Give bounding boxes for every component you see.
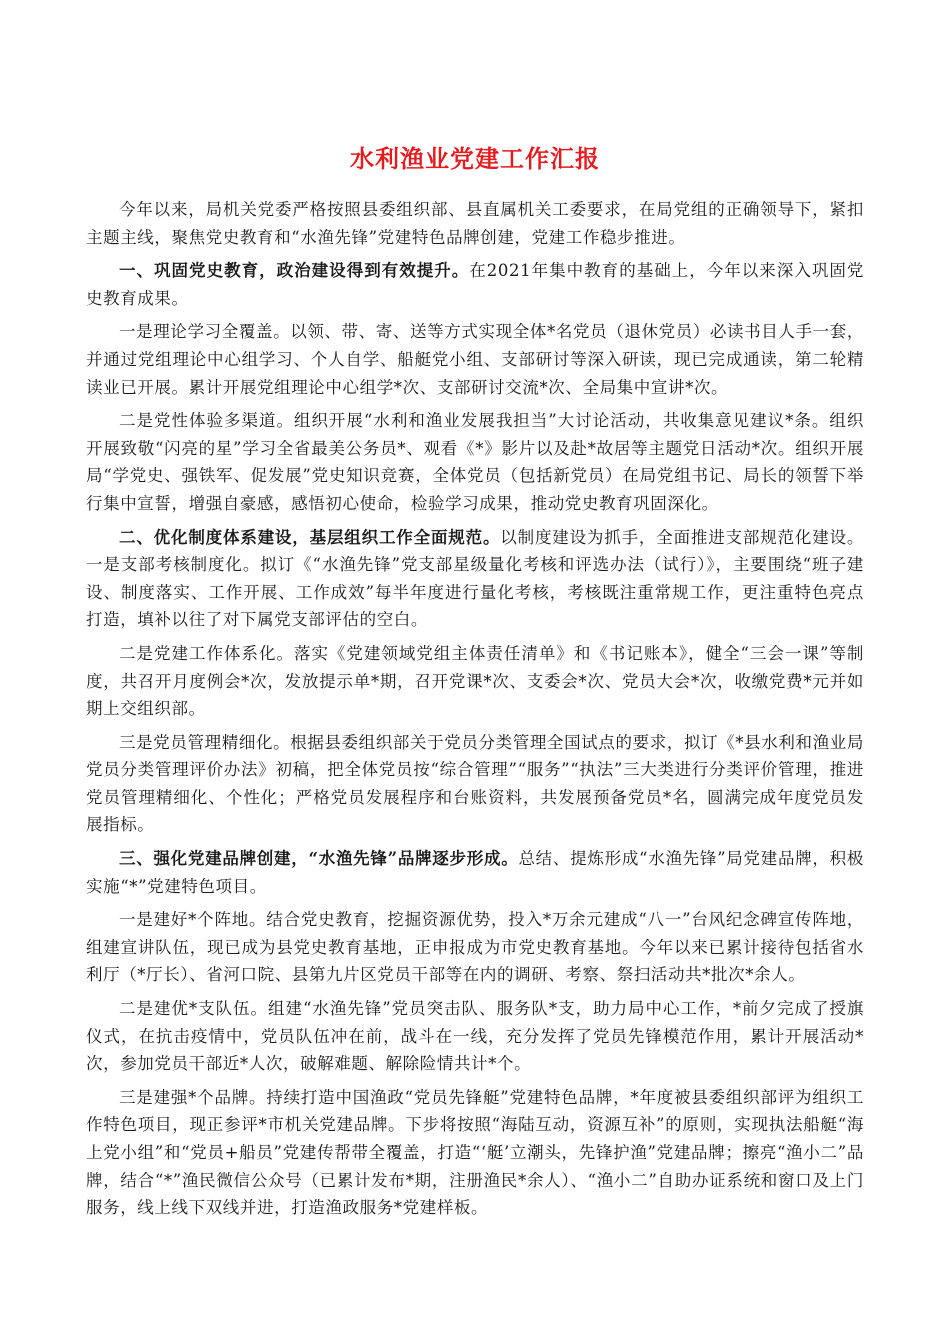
section-heading: 一、巩固党史教育，政治建设得到有效提升。: [119, 261, 470, 281]
paragraph-text: 三是党员管理精细化。根据县委组织部关于党员分类管理全国试点的要求，拟订《*县水利和渔业局党员分类管理评价办法》初稿，把全体党员按“综合管理”“服务”“执法”三大类进行分类评价管理，推进党员管理精细化、个性化；严格党员发展程序和台账资料，共发展预备党员*名，圆满完成年度党员发展指标。: [86, 732, 864, 835]
paragraph-text: 二是党性体验多渠道。组织开展“水利和渔业发展我担当”大讨论活动，共收集意见建议*条。组织开展致敬“闪亮的星”学习全省最美公务员*、观看《*》影片以及赴*故居等主题党日活动*次。组织开展局“学党史、强铁军、促发展”党史知识竞赛，全体党员（包括新党员）在局党组书记、局长的领誓下举行集中宣誓，增强自豪感，感悟初心使命，检验学习成果，推动党史教育巩固深化。: [86, 411, 864, 513]
paragraph-text: 今年以来，局机关党委严格按照县委组织部、县直属机关工委要求，在局党组的正确领导下，紧扣主题主线，聚焦党史教育和“水渔先锋”党建特色品牌创建，党建工作稳步推进。: [86, 200, 864, 247]
document-page: [86, 130, 864, 1222]
paragraph-text: 在2021年集中教育的基础上，今年以来深入巩固党史教育成果。: [86, 261, 864, 308]
document-paragraph: [86, 845, 864, 900]
section-heading: 二、优化制度体系建设，基层组织工作全面规范。: [119, 527, 501, 547]
document-paragraph: [86, 196, 864, 251]
document-title: 水利渔业党建工作汇报: [350, 144, 600, 173]
paragraph-text: 一是理论学习全覆盖。以领、带、寄、送等方式实现全体*名党员（退休党员）必读书目人手一套，并通过党组理论中心组学习、个人自学、船艇党小组、支部研讨等深入研读，现已完成通读，第二轮精读业已开展。累计开展党组理论中心组学*次、支部研讨交流*次、全局集中宣讲*次。: [86, 322, 864, 397]
document-body: [86, 196, 864, 1222]
document-paragraph: [86, 524, 864, 634]
paragraph-text: 总结、提炼形成“水渔先锋”局党建品牌，积极实施“*”党建特色项目。: [86, 849, 864, 896]
document-paragraph: [86, 407, 864, 517]
document-paragraph: [86, 640, 864, 723]
document-paragraph: [86, 257, 864, 312]
paragraph-text: 二是党建工作体系化。落实《党建领域党组主体责任清单》和《书记账本》，健全“三会一课”等制度，共召开月度例会*次，发放提示单*期，召开党课*次、支委会*次、党员大会*次，收缴党费*元并如期上交组织部。: [86, 643, 864, 719]
section-heading: 三、强化党建品牌创建，“水渔先锋”品牌逐步形成。: [119, 849, 519, 869]
document-paragraph: [86, 318, 864, 401]
paragraph-text: 一是建好*个阵地。结合党史教育，挖掘资源优势，投入*万余元建成“八一”台风纪念碑宣传阵地，组建宣讲队伍，现已成为县党史教育基地，正申报成为市党史教育基地。今年以来已累计接待包括省水利厅（*厅长）、省河口院、县第九片区党员干部等在内的调研、考察、祭扫活动共*批次*余人。: [86, 910, 864, 985]
document-paragraph: [86, 995, 864, 1078]
document-paragraph: [86, 906, 864, 989]
paragraph-text: 以制度建设为抓手，全面推进支部规范化建设。一是支部考核制度化。拟订《“水渔先锋”党支部星级量化考核和评选办法（试行）》，主要围绕“班子建设、制度落实、工作开展、工作成效”每半年度进行量化考核，考核既注重常规工作，更注重特色亮点打造，填补以往了对下属党支部评估的空白。: [86, 527, 864, 630]
document-paragraph: [86, 729, 864, 839]
paragraph-text: 三是建强*个品牌。持续打造中国渔政“党员先锋艇”党建特色品牌，*年度被县委组织部评为组织工作特色项目，现正参评*市机关党建品牌。下步将按照“海陆互动，资源互补”的原则，实现执法船艇“海上党小组”和“党员+船员”党建传帮带全覆盖，打造“‘艇’立潮头，先锋护渔”党建品牌；擦亮“渔小二”品牌，结合“*”渔民微信公众号（已累计发布*期，注册渔民*余人）、“渔小二”自助办证系统和窗口及上门服务，线上线下双线并进，打造渔政服务*党建样板。: [86, 1087, 864, 1218]
document-paragraph: [86, 1084, 864, 1222]
paragraph-text: 二是建优*支队伍。组建“水渔先锋”党员突击队、服务队*支，助力局中心工作，*前夕完成了授旗仪式，在抗击疫情中，党员队伍冲在前，战斗在一线，充分发挥了党员先锋模范作用，累计开展活动*次，参加党员干部近*人次，破解难题、解除险情共计*个。: [86, 999, 864, 1074]
